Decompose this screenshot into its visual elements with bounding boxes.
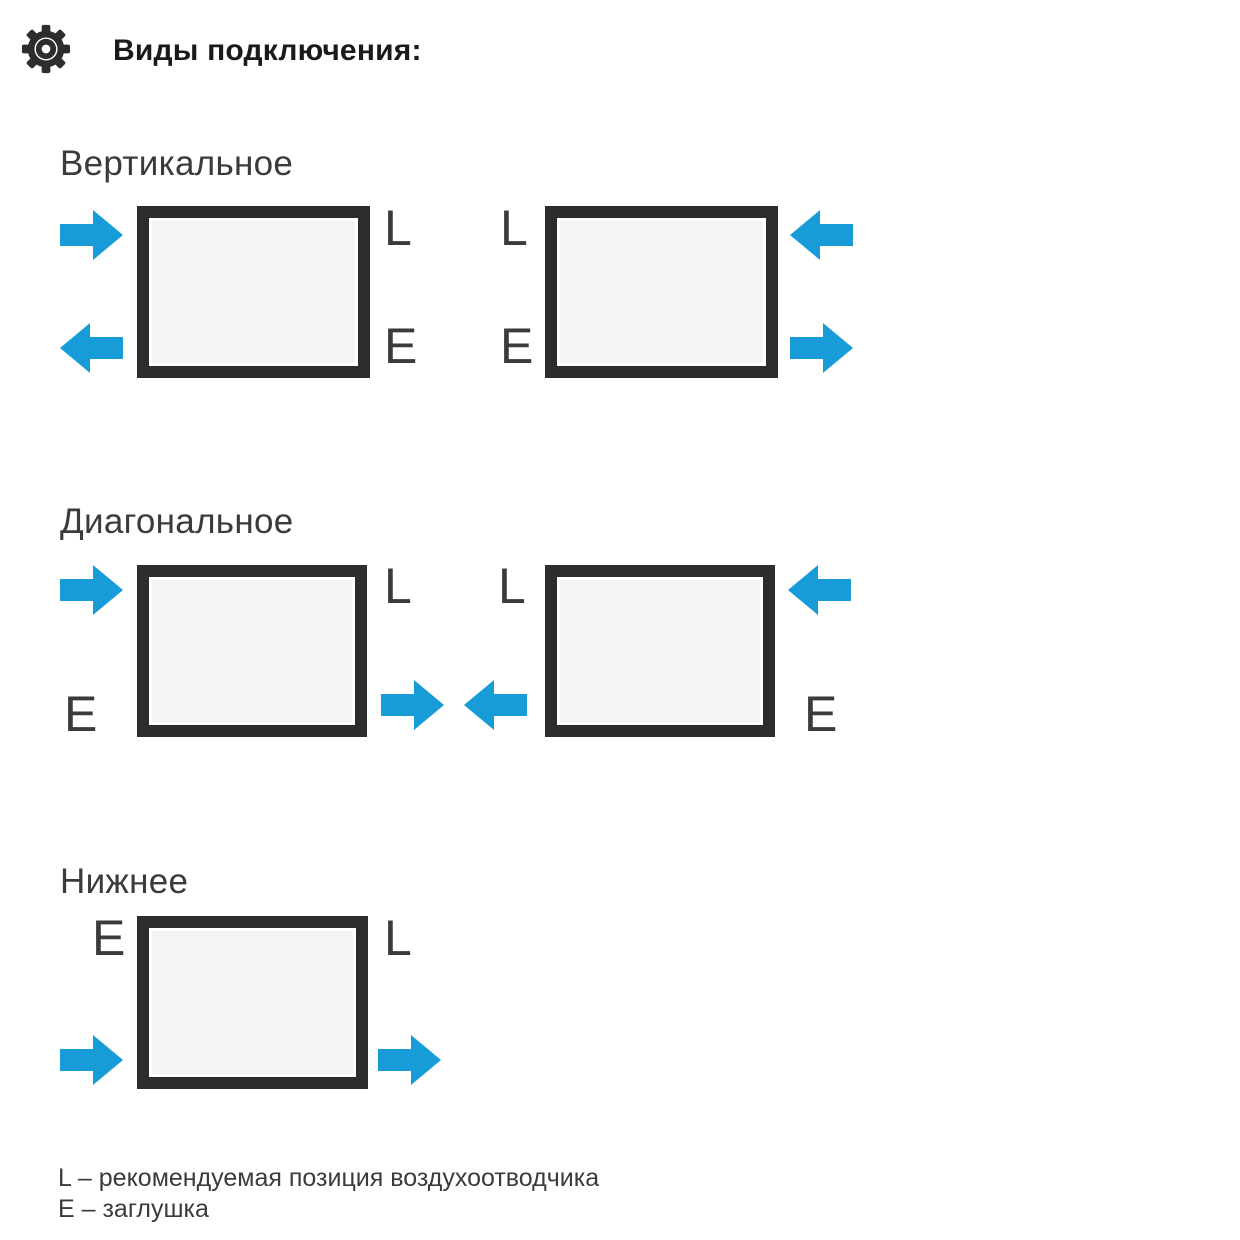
port-label-e: E bbox=[92, 910, 126, 966]
radiator-box bbox=[545, 565, 775, 737]
radiator-box bbox=[137, 565, 367, 737]
section-title-bottom: Нижнее bbox=[60, 862, 189, 901]
inlet-arrow-right-icon bbox=[60, 562, 123, 618]
inlet-arrow-right-icon bbox=[60, 1032, 123, 1088]
outlet-arrow-right-icon bbox=[381, 677, 444, 733]
section-title-diagonal: Диагональное bbox=[60, 502, 294, 541]
port-label-l: L bbox=[384, 558, 412, 614]
gear-icon bbox=[20, 20, 72, 78]
port-label-l: L bbox=[498, 558, 526, 614]
inlet-arrow-left-icon bbox=[790, 207, 853, 263]
legend-line-l: L – рекомендуемая позиция воздухоотводчика bbox=[58, 1164, 600, 1192]
outlet-arrow-right-icon bbox=[790, 320, 853, 376]
port-label-e: E bbox=[500, 318, 534, 374]
header bbox=[20, 20, 840, 80]
port-label-e: E bbox=[384, 318, 418, 374]
outlet-arrow-left-icon bbox=[60, 320, 123, 376]
radiator-box bbox=[545, 206, 778, 378]
port-label-l: L bbox=[384, 910, 412, 966]
legend bbox=[58, 1163, 599, 1225]
legend-line-e: E – заглушка bbox=[58, 1195, 209, 1223]
port-label-e: E bbox=[64, 686, 98, 742]
port-label-l: L bbox=[500, 200, 528, 256]
section-title-vertical: Вертикальное bbox=[60, 144, 294, 183]
inlet-arrow-right-icon bbox=[60, 207, 123, 263]
radiator-box bbox=[137, 916, 368, 1089]
outlet-arrow-right-icon bbox=[378, 1032, 441, 1088]
outlet-arrow-left-icon bbox=[464, 677, 527, 733]
page-title: Виды подключения: bbox=[113, 34, 422, 67]
inlet-arrow-left-icon bbox=[788, 562, 851, 618]
radiator-box bbox=[137, 206, 370, 378]
port-label-l: L bbox=[384, 200, 412, 256]
port-label-e: E bbox=[804, 686, 838, 742]
